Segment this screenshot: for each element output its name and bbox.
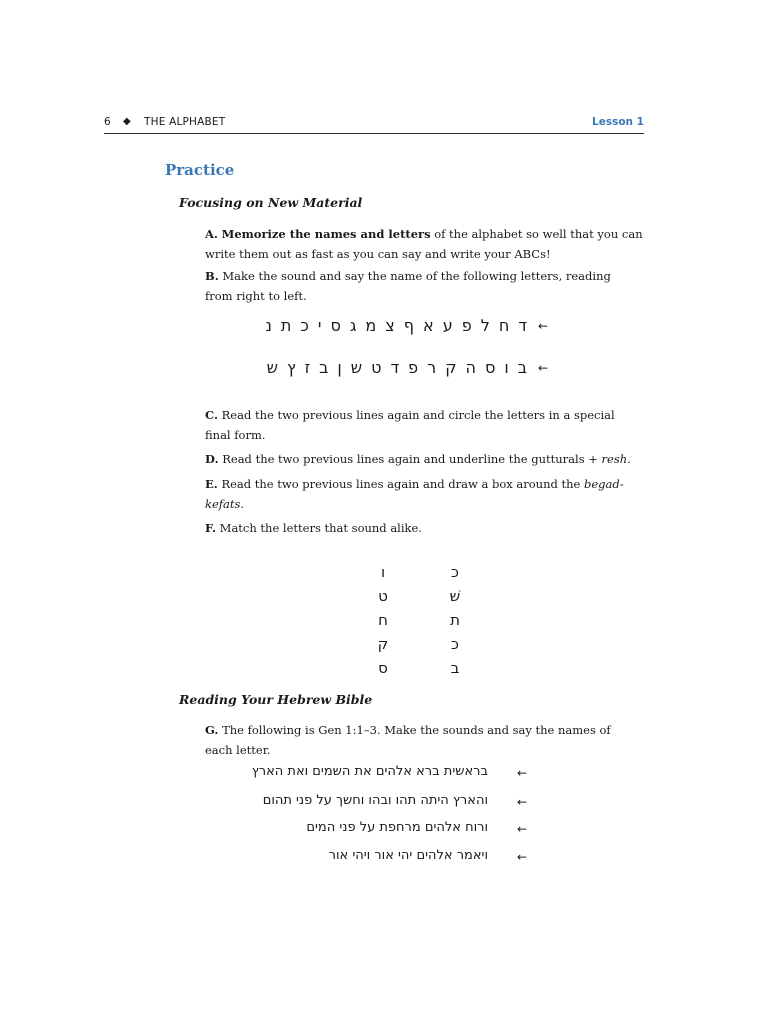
match-letter: ו [380, 563, 386, 581]
verse-line-4: ויאמר אלהים יהי אור ויהי אור [328, 848, 488, 863]
exercise-text: The following is Gen 1:1–3. Make the sounds and say the names of [222, 723, 611, 737]
exercise-text: Match the letters that sound alike. [219, 521, 422, 535]
arrow-left-icon: ← [538, 319, 549, 333]
verse-line-1: בראשית ברא אלהים את השמים ואת הארץ [251, 764, 488, 779]
exercise-italic-text: begad- [584, 477, 624, 491]
verse-line-3: ורוח אלהים מרחפת על פני המים [306, 820, 488, 835]
match-letter: ת [450, 611, 460, 629]
letters-row-2: בוסהקרפדטשןבזץש [266, 358, 536, 377]
running-header [104, 113, 644, 134]
letters-row-1: דחלפעאףצמגסיכתנ [265, 316, 536, 335]
diamond-icon: ◆ [123, 116, 131, 127]
exercise-italic-text: resh. [601, 452, 631, 466]
exercise-label: A. [205, 227, 218, 241]
arrow-left-icon: ← [517, 766, 528, 780]
arrow-left-icon: ← [538, 361, 549, 375]
exercise-label: B. [205, 269, 219, 283]
exercise-text: from right to left. [205, 289, 307, 303]
exercise-text: Read the two previous lines again and draw a box around the [221, 477, 585, 491]
exercise-label: F. [205, 521, 217, 535]
match-letter: ק [377, 635, 389, 653]
match-letter: ב [450, 659, 460, 677]
exercise-label: D. [205, 452, 219, 466]
exercise-text: each letter. [205, 743, 271, 757]
match-letter: ח [378, 611, 388, 629]
match-letter: שׁ [449, 587, 461, 605]
arrow-left-icon: ← [517, 822, 528, 836]
exercise-g [205, 720, 645, 760]
match-letter: כ [451, 563, 459, 581]
section-title: Practice [165, 161, 235, 179]
arrow-left-icon: ← [517, 795, 528, 809]
exercise-label: G. [205, 723, 219, 737]
exercise-text: write them out as fast as you can say and write your ABCs! [205, 247, 551, 261]
exercise-f [205, 518, 645, 538]
running-title: THE ALPHABET [144, 116, 226, 128]
match-column-left [368, 560, 398, 680]
exercise-text: Read the two previous lines again and underline the gutturals + [222, 452, 602, 466]
subhead-reading: Reading Your Hebrew Bible [179, 692, 373, 707]
lesson-label: Lesson 1 [592, 116, 644, 128]
exercise-c [205, 405, 645, 445]
match-letter: ס [378, 659, 388, 677]
match-column-right [440, 560, 470, 680]
exercise-label: C. [205, 408, 218, 422]
exercise-italic-text: kefats. [205, 497, 245, 511]
match-letter: כ [451, 635, 459, 653]
exercise-text: final form. [205, 428, 266, 442]
arrow-left-icon: ← [517, 850, 528, 864]
page-number: 6 [104, 116, 111, 128]
exercise-text: of the alphabet so well that you can [430, 227, 643, 241]
match-letter: ט [378, 587, 388, 605]
exercise-b [205, 266, 645, 306]
exercise-d [205, 449, 645, 469]
exercise-bold-text: Memorize the names and letters [221, 227, 431, 241]
exercise-label: E. [205, 477, 218, 491]
verse-line-2: והארץ היתה תהו ובהו וחשך על פני תהום [262, 793, 488, 808]
exercise-text: Make the sound and say the name of the following letters, reading [222, 269, 611, 283]
exercise-e [205, 474, 645, 514]
exercise-a [205, 224, 645, 264]
subhead-focusing: Focusing on New Material [179, 195, 363, 210]
exercise-text: Read the two previous lines again and circle the letters in a special [221, 408, 615, 422]
